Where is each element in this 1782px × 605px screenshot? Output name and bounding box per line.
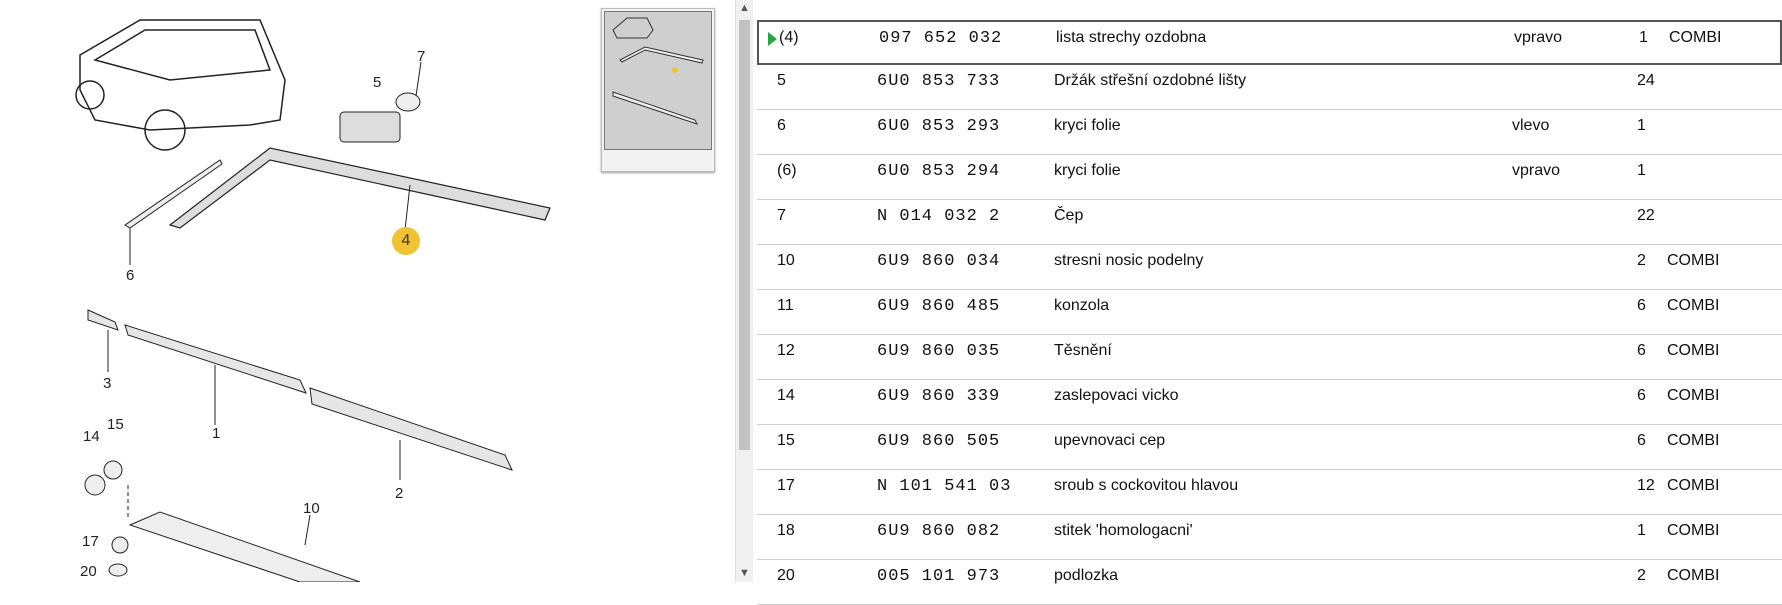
quantity-cell: 1 bbox=[1637, 162, 1646, 179]
part-number-cell: 6U9 860 339 bbox=[877, 387, 1001, 406]
table-row[interactable] bbox=[757, 425, 1782, 470]
model-cell: COMBI bbox=[1667, 432, 1720, 449]
model-cell: COMBI bbox=[1667, 387, 1720, 404]
quantity-cell: 1 bbox=[1637, 522, 1646, 539]
model-cell: COMBI bbox=[1667, 297, 1720, 314]
selected-row-arrow-icon bbox=[768, 32, 777, 46]
description-cell: kryci folie bbox=[1054, 162, 1121, 179]
quantity-cell: 2 bbox=[1637, 252, 1646, 269]
part-number-cell: 6U9 860 034 bbox=[877, 252, 1001, 271]
diagram-thumbnail-navigator[interactable] bbox=[601, 8, 715, 172]
table-row[interactable] bbox=[757, 110, 1782, 155]
callout-20[interactable]: 20 bbox=[80, 563, 97, 580]
description-cell: upevnovaci cep bbox=[1054, 432, 1166, 449]
callout-17[interactable]: 17 bbox=[82, 533, 99, 550]
table-row[interactable] bbox=[757, 335, 1782, 380]
callout-4-highlighted[interactable]: 4 bbox=[392, 227, 420, 255]
description-cell: konzola bbox=[1054, 297, 1110, 314]
position-cell: 6 bbox=[777, 117, 786, 134]
description-cell: lista strechy ozdobna bbox=[1056, 29, 1207, 46]
scrollbar-thumb[interactable] bbox=[739, 20, 750, 450]
description-cell: Čep bbox=[1054, 207, 1084, 224]
side-cell: vpravo bbox=[1514, 29, 1563, 46]
part-number-cell: 6U0 853 294 bbox=[877, 162, 1001, 181]
table-row[interactable] bbox=[757, 380, 1782, 425]
parts-diagram[interactable] bbox=[0, 0, 735, 582]
table-row[interactable] bbox=[757, 200, 1782, 245]
position-cell: 15 bbox=[777, 432, 795, 449]
part-number-cell: 6U0 853 293 bbox=[877, 117, 1001, 136]
position-cell: 20 bbox=[777, 567, 795, 584]
quantity-cell: 12 bbox=[1637, 477, 1655, 494]
table-row[interactable] bbox=[757, 155, 1782, 200]
description-cell: Těsnění bbox=[1054, 342, 1112, 359]
quantity-cell: 6 bbox=[1637, 342, 1646, 359]
part-number-cell: 097 652 032 bbox=[879, 29, 1003, 48]
callout-15[interactable]: 15 bbox=[107, 416, 124, 433]
quantity-cell: 1 bbox=[1639, 29, 1648, 46]
model-cell: COMBI bbox=[1669, 29, 1722, 46]
position-cell: 18 bbox=[777, 522, 795, 539]
callout-7[interactable]: 7 bbox=[417, 48, 426, 65]
table-row[interactable] bbox=[757, 290, 1782, 335]
position-cell: 5 bbox=[777, 72, 786, 89]
table-row[interactable] bbox=[757, 560, 1782, 605]
quantity-cell: 6 bbox=[1637, 297, 1646, 314]
side-cell: vpravo bbox=[1512, 162, 1561, 179]
description-cell: kryci folie bbox=[1054, 117, 1121, 134]
table-row[interactable] bbox=[757, 470, 1782, 515]
part-number-cell: 6U9 860 505 bbox=[877, 432, 1001, 451]
quantity-cell: 2 bbox=[1637, 567, 1646, 584]
table-row[interactable] bbox=[757, 515, 1782, 560]
part-number-cell: N 101 541 03 bbox=[877, 477, 1012, 496]
thumbnail-viewport[interactable] bbox=[604, 11, 712, 150]
table-row[interactable] bbox=[757, 245, 1782, 290]
description-cell: zaslepovaci vicko bbox=[1054, 387, 1179, 404]
position-cell: 7 bbox=[777, 207, 786, 224]
position-cell: (4) bbox=[779, 29, 799, 46]
thumbnail-drawing bbox=[605, 12, 711, 149]
position-cell: 11 bbox=[777, 297, 794, 314]
part-number-cell: 6U0 853 733 bbox=[877, 72, 1001, 91]
position-cell: 12 bbox=[777, 342, 795, 359]
quantity-cell: 6 bbox=[1637, 387, 1646, 404]
callout-1[interactable]: 1 bbox=[212, 425, 221, 442]
part-number-cell: 005 101 973 bbox=[877, 567, 1001, 586]
callout-5[interactable]: 5 bbox=[373, 74, 382, 91]
callout-6[interactable]: 6 bbox=[126, 267, 135, 284]
position-cell: 14 bbox=[777, 387, 795, 404]
part-number-cell: 6U9 860 082 bbox=[877, 522, 1001, 541]
position-cell: 17 bbox=[777, 477, 795, 494]
part-number-cell: 6U9 860 035 bbox=[877, 342, 1001, 361]
quantity-cell: 24 bbox=[1637, 72, 1655, 89]
model-cell: COMBI bbox=[1667, 252, 1720, 269]
description-cell: stitek 'homologacni' bbox=[1054, 522, 1193, 539]
parts-table bbox=[757, 20, 1782, 605]
description-cell: podlozka bbox=[1054, 567, 1119, 584]
part-number-cell: N 014 032 2 bbox=[877, 207, 1001, 226]
table-row[interactable] bbox=[757, 65, 1782, 110]
callout-14[interactable]: 14 bbox=[83, 428, 100, 445]
position-cell: 10 bbox=[777, 252, 795, 269]
callout-10[interactable]: 10 bbox=[303, 500, 320, 517]
chevron-up-icon[interactable]: ▲ bbox=[739, 2, 750, 14]
part-number-cell: 6U9 860 485 bbox=[877, 297, 1001, 316]
chevron-down-icon[interactable]: ▼ bbox=[739, 567, 750, 579]
callout-2[interactable]: 2 bbox=[395, 485, 404, 502]
quantity-cell: 1 bbox=[1637, 117, 1646, 134]
quantity-cell: 6 bbox=[1637, 432, 1646, 449]
callout-3[interactable]: 3 bbox=[103, 375, 112, 392]
model-cell: COMBI bbox=[1667, 477, 1720, 494]
description-cell: stresni nosic podelny bbox=[1054, 252, 1204, 269]
table-row[interactable] bbox=[757, 20, 1782, 65]
diagram-vertical-scrollbar[interactable] bbox=[735, 0, 753, 582]
model-cell: COMBI bbox=[1667, 342, 1720, 359]
model-cell: COMBI bbox=[1667, 567, 1720, 584]
description-cell: Držák střešní ozdobné lišty bbox=[1054, 72, 1247, 89]
model-cell: COMBI bbox=[1667, 522, 1720, 539]
description-cell: sroub s cockovitou hlavou bbox=[1054, 477, 1239, 494]
position-cell: (6) bbox=[777, 162, 797, 179]
side-cell: vlevo bbox=[1512, 117, 1550, 134]
quantity-cell: 22 bbox=[1637, 207, 1655, 224]
